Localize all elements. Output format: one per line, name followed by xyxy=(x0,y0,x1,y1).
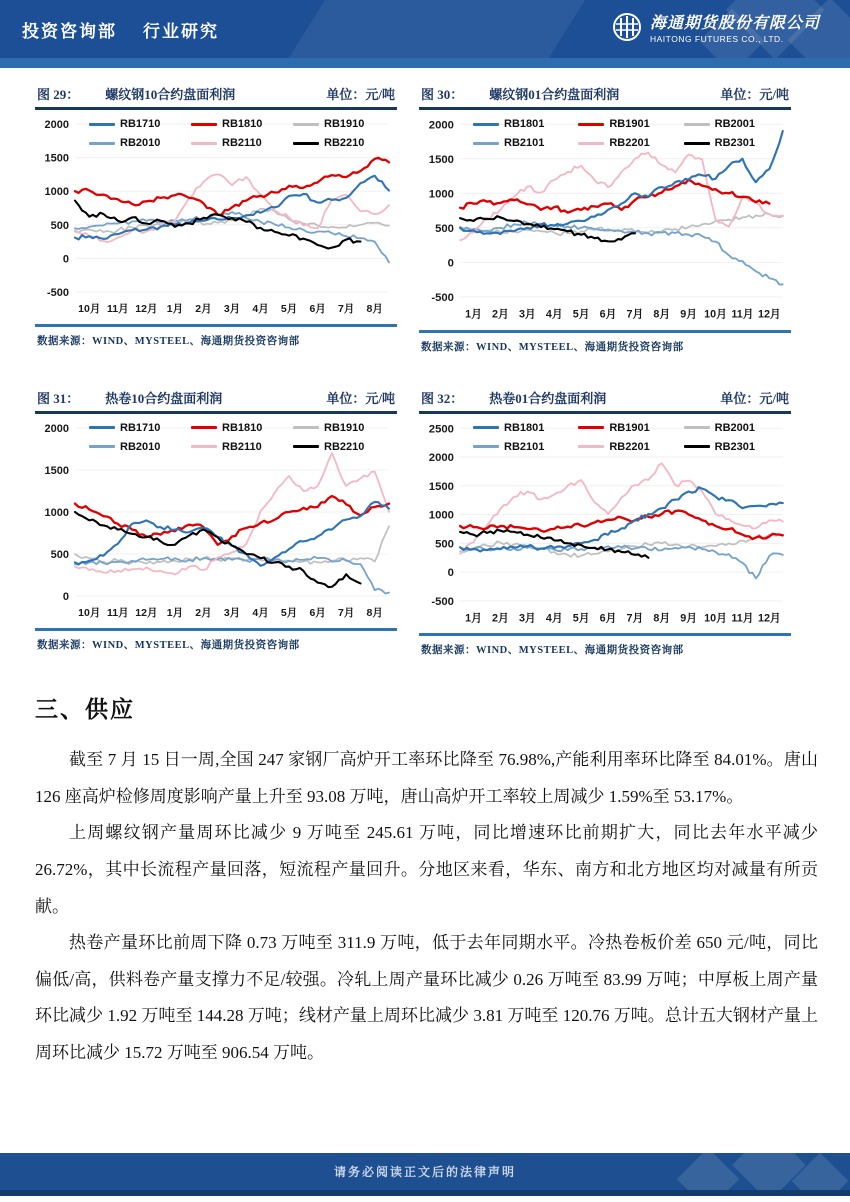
legend-item-RB1810 xyxy=(191,118,293,130)
x-tick-label: 10月 xyxy=(78,303,101,315)
figure-unit: 单位：元/吨 xyxy=(720,87,789,102)
x-tick-label: 4月 xyxy=(252,303,269,315)
legend-label: RB2010 xyxy=(120,137,161,149)
x-tick-label: 4月 xyxy=(545,308,563,321)
legend-swatch xyxy=(191,142,217,145)
legend-label: RB2110 xyxy=(222,440,262,453)
header-title xyxy=(22,17,219,42)
y-tick-label: 2000 xyxy=(44,422,69,435)
legend-item-RB2110 xyxy=(191,137,293,149)
x-tick-label: 1月 xyxy=(465,612,482,625)
legend-item-RB2301 xyxy=(684,441,789,453)
y-tick-label: 500 xyxy=(50,548,69,561)
x-tick-label: 12月 xyxy=(757,308,781,321)
legend-item-RB1901 xyxy=(578,118,683,130)
supply-paragraph-2: 上周螺纹钢产量周环比减少 9 万吨至 245.61 万吨，同比增速环比前期扩大，同比去年水平减少 26.72%，其中长流程产量回落，短流程产量回升。分地区来看，华东、南方和北方地区均对减量有所贡献。 xyxy=(35,823,818,916)
y-tick-label: 500 xyxy=(50,219,69,232)
y-tick-label: 1000 xyxy=(428,188,454,201)
series-line-RB2010 xyxy=(75,556,389,593)
legend-label: RB2001 xyxy=(714,421,756,434)
caption-divider xyxy=(35,411,397,414)
header-diagonal-decoration xyxy=(263,0,598,58)
x-tick-label: 11月 xyxy=(107,303,129,315)
series-line-RB2101 xyxy=(460,545,783,578)
y-tick-label: 0 xyxy=(447,257,454,270)
series-line-RB1810 xyxy=(75,158,389,215)
x-tick-label: 11月 xyxy=(107,606,129,619)
caption-divider xyxy=(419,411,791,414)
supply-paragraph-1: 截至 7 月 15 日一周,全国 247 家钢厂高炉开工率环比降至 76.98%,产能利用率环比降至 84.01%。唐山 126 座高炉检修周度影响产量上升至 93.08 万吨，唐山高炉开工率较上周减少 1.59%至 53.17%。 xyxy=(35,750,818,806)
y-tick-label: -500 xyxy=(431,595,454,608)
chart-caption xyxy=(419,82,791,107)
legend-label: RB2010 xyxy=(120,440,161,453)
legend-label: RB2210 xyxy=(324,137,365,149)
footer-bottom-strip xyxy=(0,1190,850,1196)
section-label: 行业研究 xyxy=(143,22,219,41)
legend-label: RB1901 xyxy=(609,421,650,434)
caption-divider xyxy=(35,107,397,110)
figure-label: 图 31： xyxy=(37,390,80,406)
legend-swatch xyxy=(293,445,319,448)
x-tick-label: 5月 xyxy=(280,606,298,619)
chart-legend xyxy=(473,422,789,453)
supply-paragraph-3: 热卷产量环比前周下降 0.73 万吨至 311.9 万吨，低于去年同期水平。冷热卷板价差 650 元/吨，同比偏低/高，供料卷产量支撑力不足/较强。冷轧上周产量环比减少 0.26 万吨至 83.99 万吨；中厚板上周产量环比减少 1.92 万吨至 144.28 万吨；线材产量上周环比减少 3.81 万吨至 120.76 万吨。总计五大钢材产量上周环比减少 15.72 万吨至 906.54 万吨。 xyxy=(35,933,818,1062)
company-logo xyxy=(611,10,820,44)
data-source-note: 数据来源：WIND、MYSTEEL、海通期货投资咨询部 xyxy=(37,336,300,347)
y-tick-label: 1500 xyxy=(44,152,69,165)
legend-swatch xyxy=(191,426,217,429)
header-accent-band xyxy=(0,58,850,68)
caption-divider xyxy=(419,107,791,110)
legend-swatch xyxy=(89,426,115,429)
x-tick-label: 5月 xyxy=(572,612,590,625)
figure-title: 螺纹钢01合约盘面利润 xyxy=(489,87,620,102)
chart-card-fig32 xyxy=(419,386,791,658)
figure-unit: 单位：元/吨 xyxy=(326,390,395,406)
chart-caption xyxy=(419,386,791,411)
series-line-RB1710 xyxy=(75,502,389,566)
legend-swatch xyxy=(191,123,217,126)
legend-item-RB2101 xyxy=(473,137,578,149)
legend-swatch xyxy=(89,123,115,126)
x-tick-label: 3月 xyxy=(518,612,536,625)
x-tick-label: 6月 xyxy=(599,612,617,625)
legend-item-RB2101 xyxy=(473,441,578,453)
section-heading: 三、供应 xyxy=(35,697,135,723)
legend-swatch xyxy=(473,123,499,126)
company-name-en: HAITONG FUTURES CO., LTD. xyxy=(649,34,784,44)
x-tick-label: 7月 xyxy=(338,303,355,315)
x-tick-label: 9月 xyxy=(680,612,698,625)
chart-card-fig29 xyxy=(35,82,397,354)
legend-item-RB1910 xyxy=(293,118,395,130)
legend-item-RB2201 xyxy=(578,137,683,149)
figure-label: 图 30： xyxy=(421,87,464,102)
legend-swatch xyxy=(684,445,710,448)
figure-title: 热卷10合约盘面利润 xyxy=(105,390,223,406)
legend-item-RB2010 xyxy=(89,441,191,453)
y-tick-label: 0 xyxy=(447,566,454,579)
footer-bar xyxy=(0,1153,850,1190)
legend-label: RB2201 xyxy=(609,440,650,453)
x-tick-label: 12月 xyxy=(757,612,781,625)
x-tick-label: 3月 xyxy=(223,606,241,619)
header-bar xyxy=(0,0,850,58)
x-tick-label: 11月 xyxy=(731,612,754,625)
legal-disclaimer-text: 请务必阅读正文后的法律声明 xyxy=(333,1165,516,1179)
legend-swatch xyxy=(473,142,499,145)
legend-label: RB1910 xyxy=(324,421,365,434)
y-tick-label: 1500 xyxy=(428,153,454,166)
chart-legend xyxy=(473,118,789,149)
x-tick-label: 8月 xyxy=(366,606,383,619)
legend-swatch xyxy=(578,426,604,429)
chart-legend xyxy=(89,118,395,149)
y-tick-label: -500 xyxy=(46,287,69,299)
legend-label: RB2210 xyxy=(324,440,365,453)
figure-unit: 单位：元/吨 xyxy=(326,87,395,102)
footer-diamond-decoration xyxy=(677,1153,739,1190)
x-tick-label: 2月 xyxy=(492,612,509,625)
legend-label: RB1910 xyxy=(324,118,365,130)
legend-item-RB2010 xyxy=(89,137,191,149)
legend-swatch xyxy=(578,445,604,448)
legend-swatch xyxy=(293,142,319,145)
legend-swatch xyxy=(684,123,710,126)
y-tick-label: -500 xyxy=(431,291,454,304)
x-tick-label: 2月 xyxy=(492,308,509,321)
x-tick-label: 8月 xyxy=(366,303,383,315)
chart-legend xyxy=(89,422,395,453)
x-tick-label: 1月 xyxy=(166,303,184,315)
y-tick-label: 500 xyxy=(435,538,454,551)
figure-label: 图 32： xyxy=(421,390,464,406)
y-tick-label: 2000 xyxy=(428,119,454,132)
figure-title: 热卷01合约盘面利润 xyxy=(489,390,607,406)
legend-item-RB2210 xyxy=(293,137,395,149)
legend-item-RB1710 xyxy=(89,422,191,434)
legend-swatch xyxy=(473,445,499,448)
legend-item-RB1801 xyxy=(473,422,578,434)
y-tick-label: 2000 xyxy=(428,451,454,464)
legend-item-RB1901 xyxy=(578,422,683,434)
chart-plot-area xyxy=(419,116,791,328)
chart-plot-area xyxy=(419,420,791,632)
y-tick-label: 1000 xyxy=(44,506,69,519)
legend-item-RB2001 xyxy=(684,422,789,434)
x-tick-label: 4月 xyxy=(545,612,563,625)
legend-label: RB2101 xyxy=(504,137,545,149)
x-tick-label: 5月 xyxy=(280,303,298,315)
chart-plot-area xyxy=(35,116,397,322)
x-tick-label: 10月 xyxy=(704,612,727,625)
x-tick-label: 7月 xyxy=(626,612,644,625)
legend-label: RB1710 xyxy=(120,118,161,130)
x-tick-label: 3月 xyxy=(518,308,536,321)
y-tick-label: 0 xyxy=(62,590,69,603)
legend-item-RB2201 xyxy=(578,441,683,453)
legend-label: RB2001 xyxy=(714,118,756,130)
x-tick-label: 8月 xyxy=(653,612,671,625)
data-source-note: 数据来源：WIND、MYSTEEL、海通期货投资咨询部 xyxy=(37,639,300,651)
x-tick-label: 5月 xyxy=(572,308,590,321)
company-name-cn: 海通期货股份有限公司 xyxy=(649,15,820,32)
legend-item-RB2210 xyxy=(293,441,395,453)
y-tick-label: 1500 xyxy=(428,480,454,493)
legend-label: RB1901 xyxy=(609,118,650,130)
y-tick-label: 1500 xyxy=(44,464,69,477)
x-tick-label: 12月 xyxy=(135,606,158,619)
legend-label: RB1810 xyxy=(222,421,263,434)
footer xyxy=(0,1153,850,1196)
y-tick-label: 1000 xyxy=(428,509,454,522)
legend-label: RB2301 xyxy=(714,440,756,453)
charts-grid xyxy=(0,68,850,657)
data-source-note: 数据来源：WIND、MYSTEEL、海通期货投资咨询部 xyxy=(421,341,684,353)
y-tick-label: 500 xyxy=(435,222,454,235)
x-tick-label: 8月 xyxy=(653,308,671,321)
legend-swatch xyxy=(578,142,604,145)
legend-item-RB2110 xyxy=(191,441,293,453)
y-tick-label: 2000 xyxy=(44,119,69,131)
x-tick-label: 6月 xyxy=(599,308,617,321)
x-tick-label: 11月 xyxy=(731,308,754,321)
legend-label: RB1801 xyxy=(504,118,545,130)
chart-plot-area xyxy=(35,420,397,626)
x-tick-label: 10月 xyxy=(704,308,727,321)
x-tick-label: 1月 xyxy=(166,606,184,619)
x-tick-label: 2月 xyxy=(195,303,212,315)
y-tick-label: 1000 xyxy=(44,186,69,199)
x-tick-label: 3月 xyxy=(223,303,241,315)
y-tick-label: 0 xyxy=(62,253,69,266)
legend-swatch xyxy=(89,445,115,448)
series-line-RB2110 xyxy=(75,453,389,574)
legend-label: RB2201 xyxy=(609,137,650,149)
chart-caption xyxy=(35,82,397,107)
legend-swatch xyxy=(191,445,217,448)
legend-label: RB1801 xyxy=(504,421,545,434)
legend-item-RB1910 xyxy=(293,422,395,434)
x-tick-label: 2月 xyxy=(195,606,212,619)
legend-item-RB1810 xyxy=(191,422,293,434)
legend-label: RB1810 xyxy=(222,118,263,130)
legend-item-RB1801 xyxy=(473,118,578,130)
x-tick-label: 1月 xyxy=(465,308,482,321)
dept-label: 投资咨询部 xyxy=(22,22,117,41)
haitong-logo-icon xyxy=(611,11,643,43)
legend-label: RB2101 xyxy=(504,440,545,453)
chart-card-fig30 xyxy=(419,82,791,354)
legend-item-RB1710 xyxy=(89,118,191,130)
legend-swatch xyxy=(89,142,115,145)
legend-swatch xyxy=(293,426,319,429)
series-line-RB2201 xyxy=(460,463,783,553)
y-tick-label: 2500 xyxy=(428,423,454,436)
data-source-note: 数据来源：WIND、MYSTEEL、海通期货投资咨询部 xyxy=(421,645,684,657)
legend-label: RB1710 xyxy=(120,421,161,434)
x-tick-label: 7月 xyxy=(626,308,644,321)
legend-swatch xyxy=(473,426,499,429)
figure-label: 图 29： xyxy=(37,87,80,102)
x-tick-label: 4月 xyxy=(252,606,269,619)
figure-unit: 单位：元/吨 xyxy=(720,390,789,406)
legend-item-RB2301 xyxy=(684,137,789,149)
series-line-RB2001 xyxy=(460,534,783,557)
supply-section xyxy=(0,657,850,1071)
legend-swatch xyxy=(293,123,319,126)
x-tick-label: 6月 xyxy=(309,303,326,315)
x-tick-label: 6月 xyxy=(309,606,326,619)
legend-label: RB2301 xyxy=(714,137,756,149)
legend-swatch xyxy=(684,426,710,429)
x-tick-label: 9月 xyxy=(680,308,698,321)
legend-swatch xyxy=(578,123,604,126)
x-tick-label: 10月 xyxy=(78,606,101,619)
chart-caption xyxy=(35,386,397,411)
legend-item-RB2001 xyxy=(684,118,789,130)
figure-title: 螺纹钢10合约盘面利润 xyxy=(105,87,236,102)
x-tick-label: 7月 xyxy=(338,606,355,619)
legend-label: RB2110 xyxy=(222,137,262,149)
chart-card-fig31 xyxy=(35,386,397,658)
x-tick-label: 12月 xyxy=(135,303,158,315)
legend-swatch xyxy=(684,142,710,145)
